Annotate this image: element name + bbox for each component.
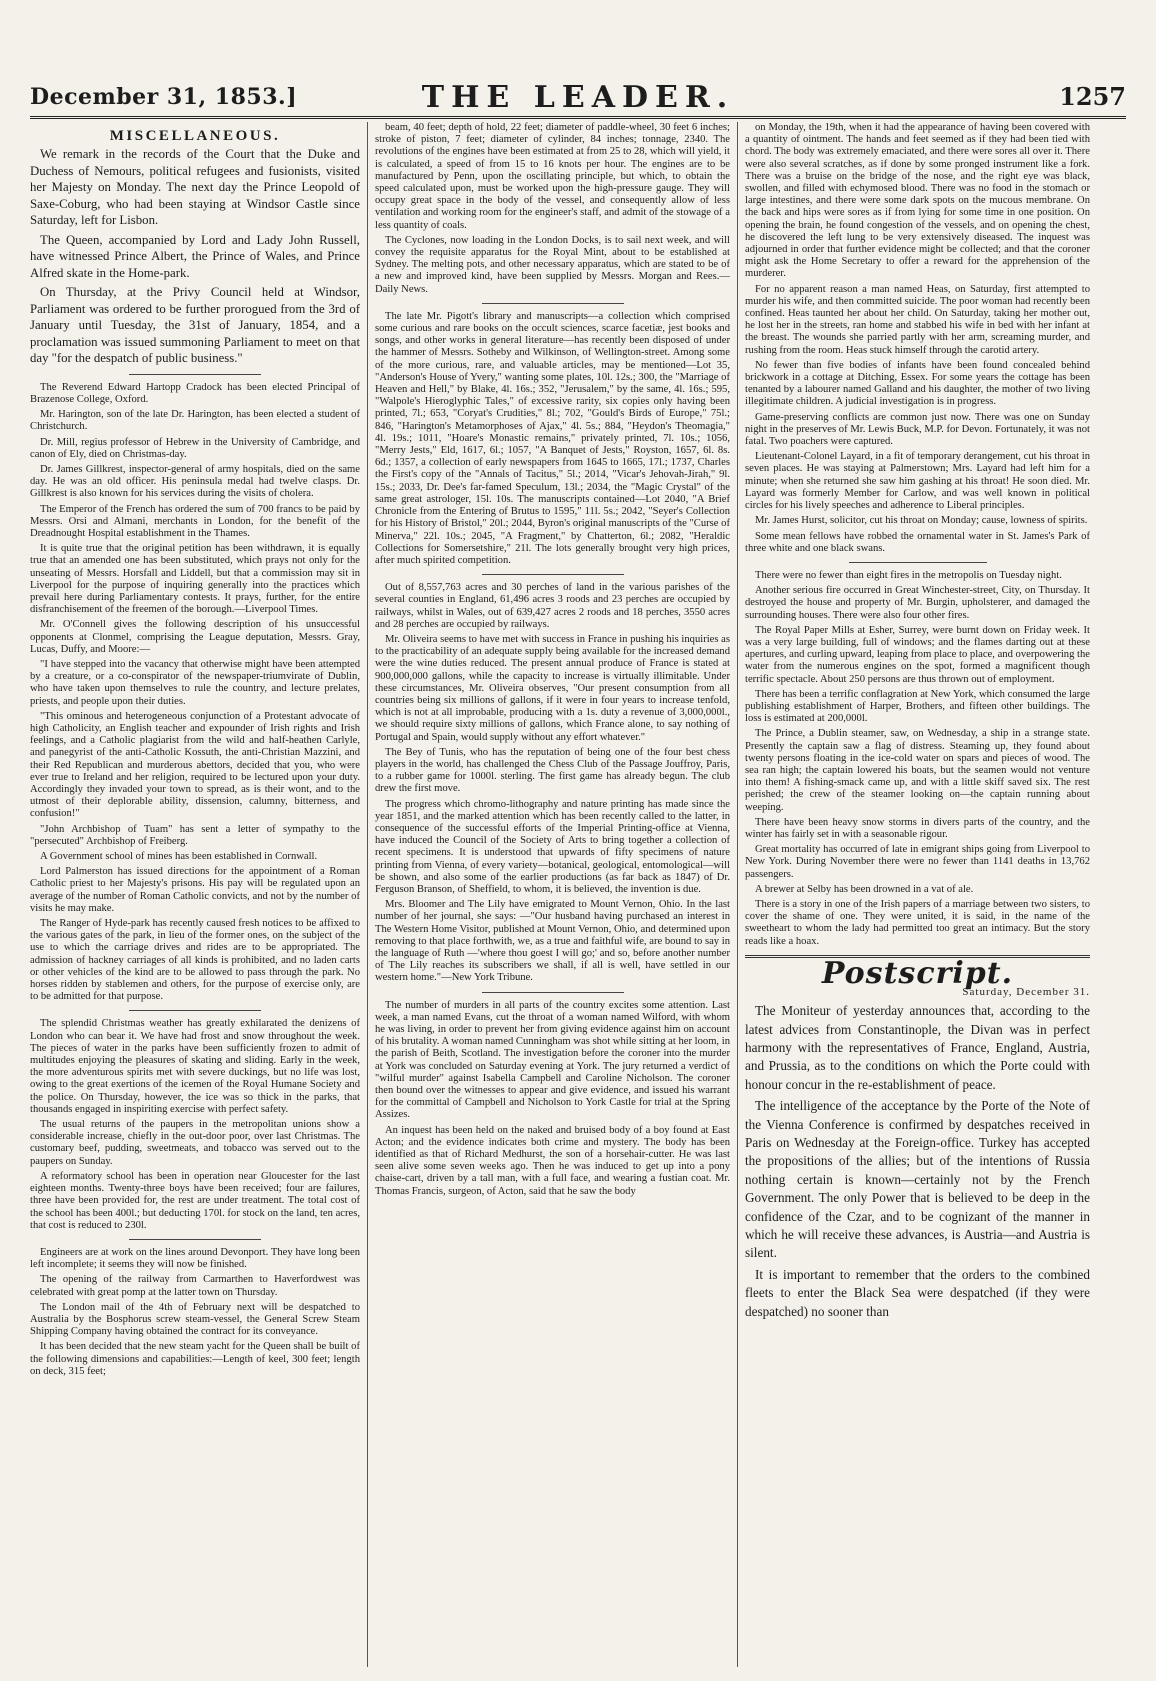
paragraph: On Thursday, at the Privy Council held at Windsor, Parliament was ordered to be further prorogued from the 3rd of January until Tuesday, the 31st of January, 1854, and a proclamation was issued summoning Parliament to meet on that day "for the despatch of public business." [30, 285, 360, 366]
paragraph: The Prince, a Dublin steamer, saw, on Wednesday, a ship in a strange state. Presently the captain saw a flag of distress. Steaming up, they found about twenty persons floating in the ice-cold water on spars and pieces of wood. The sea ran high; the captain lowered his boats, but the seamen would not venture into them! A fishing-smack came up, and with a little skiff saved six. The rest perished; the crew of the steamer looking on—the captain running about weeping. [745, 728, 1090, 813]
paragraph: There were no fewer than eight fires in the metropolis on Tuesday night. [755, 569, 1062, 581]
paragraph: No fewer than five bodies of infants have been found concealed behind brickwork in a cottage at Ditching, Essex. For some years the cottage has been tenanted by a labourer named Galland and his daughter, the mother of two living illegitimate children. A judicial investigation is in progress. [745, 359, 1090, 408]
paragraph: The usual returns of the paupers in the metropolitan unions show a considerable increase, chiefly in the out-door poor, over last Christmas. The customary beef, pudding, sweetmeats, and tobacco was served out to the paupers on Sunday. [30, 1119, 360, 1167]
article-group [745, 122, 1090, 555]
paragraph: The Bey of Tunis, who has the reputation of being one of the four best chess players in the world, has challenged the Chess Club of the Passage Jouffroy, Paris, to a rubber game for 1000l. sterling. The first game has already begun. The club drew the first move. [375, 746, 730, 795]
paragraph: Mr. O'Connell gives the following description of his unsuccessful opponents at Clonmel, comprising the League deputation, Messrs. Gray, Lucas, Duffy, and Moore:— [30, 619, 360, 655]
paragraph: Dr. James Gillkrest, inspector-general of army hospitals, died on the same day. He was an old officer. His peninsula medal had twelve clasps. Dr. Gillkrest is also known for his services during the visits of cholera. [30, 463, 360, 500]
paragraph: There has been a terrific conflagration at New York, which consumed the large publishing establishment of Harper, Brothers, and fifteen other buildings. The loss is estimated at 200,000l. [745, 688, 1090, 725]
paragraph: Game-preserving conflicts are common just now. There was one on Sunday night in the preserves of Mr. Lewis Buck, M.P. for Devon. Fortunately, it was not fatal. Two poachers were captured. [745, 411, 1090, 448]
paragraph: Dr. Mill, regius professor of Hebrew in the University of Cambridge, and canon of Ely, died on Christmas-day. [30, 436, 360, 460]
paragraph: An inquest has been held on the naked and bruised body of a boy found at East Acton; and the evidence indicates both crime and mystery. The body has been identified as that of Richard Medhurst, the son of a horsehair-cutter. He was last seen alive some seven weeks ago. Then he was induced to get up into a pony chaise-cart, driven by a tall man, with a full face, and wearing a fustian coat. Mr. Thomas Francis, surgeon, of Acton, said that he saw the body [375, 1124, 730, 1197]
column-divider [367, 122, 368, 1667]
paragraph: beam, 40 feet; depth of hold, 22 feet; diameter of paddle-wheel, 30 feet 6 inches; stroke of piston, 7 feet; diameter of cylinder, 84 inches; tonnage, 2340. The revolutions of the engines have been estimated at from 25 to 28, which will yield, it is calculated, a speed of from 15 to 16 knots per hour. The engines are to be manufactured by Penn, upon the oscillating principle, but which, to obtain the speed calculated upon, must be worked upon the high-pressure gauge. They will occupy great space in the body of the vessel, and consequently allow of less ventilation and working room for the engineer's staff, and admit of the stowage of a less quantity of coals. [375, 122, 730, 231]
paragraph: There is a story in one of the Irish papers of a marriage between two sisters, to cover the shame of one. They were united, it is said, in the name of the sweetheart to whom the lady had permitted too great an intimacy. But the story reads like a hoax. [745, 898, 1090, 947]
paragraph: Lieutenant-Colonel Layard, in a fit of temporary derangement, cut his throat in seven places. He was staying at Palmerstown; Mrs. Layard had left him for a minute; when she returned she saw him gashing at his throat! He soon died. Mr. Layard was formerly Member for Carlow, and was well known in political circles for his lively speeches and adherence to Liberal principles. [745, 451, 1090, 512]
paragraph: The intelligence of the acceptance by the Porte of the Note of the Vienna Conference is confirmed by despatches received in Paris on Wednesday at the Foreign-office. Turkey has accepted the propositions of the allies; but of the intentions of Russia nothing certain is known—certainly not by the French Government. The only Power that is believed to be deep in the confidence of the Czar, and to be cognizant of the manner in which he will receive these advances, is Austria—and Austria is silent. [745, 1098, 1090, 1261]
article-group [745, 570, 1090, 948]
divider [482, 992, 624, 993]
paragraph: The Ranger of Hyde-park has recently caused fresh notices to be affixed to the various gates of the park, in lieu of the former ones, on the subject of the use to which the carriage drives and rides are to be appropriated. The admission of hackney carriages of all kinds is prohibited, and no laden carts or other vehicles of the kind are to be allowed to pass through the park. No horses ridden by stablemen and others, for the purpose of exercise only, are to be admitted for that purpose. [30, 918, 360, 1003]
article-group [375, 122, 730, 296]
paragraph: It is quite true that the original petition has been withdrawn, it is equally true that an amended one has been substituted, which prays not only for the unseating of Messrs. Horsfall and Liddell, but that a commission may sit in Liverpool for the purpose of inquiring generally into the practices which prevail here during Parliamentary contests. It prays, further, for the entire disfranchisement of the freemen of the borough.—Liverpool Times. [30, 543, 360, 616]
paragraph: "John Archbishop of Tuam" has sent a letter of sympathy to the "persecuted" Archbishop of Freiberg. [30, 823, 360, 847]
paragraph: The Moniteur of yesterday announces that, according to the latest advices from Constantinople, the Divan was in perfect harmony with the representatives of France, England, Austria, and Prussia, as to the conditions on which the Porte could with honour concur in the re-establishment of peace. [745, 1003, 1090, 1092]
article-group [30, 1018, 360, 1231]
divider [129, 374, 261, 375]
paragraph: "I have stepped into the vacancy that otherwise might have been attempted by a creature, or a co-conspirator of the newspaper-triumvirate of Dublin, who have taken upon themselves to rule the country, and lecture prelates, priests, and people upon their duties. [30, 658, 360, 707]
divider [129, 1239, 261, 1240]
paragraph: Mrs. Bloomer and The Lily have emigrated to Mount Vernon, Ohio. In the last number of her journal, she says: —"Our husband having purchased an interest in The Western Home Visitor, published at Mount Vernon, Ohio, and determined upon removing to that place forthwith, we, as a true and faithful wife, are bound to say in the language of Ruth —'where thou goest I will go;' and so, before another number of The Lily reaches its subscribers we shall, if all is well, have settled in our western home."—New York Tribune. [375, 899, 730, 984]
paragraph: The Queen, accompanied by Lord and Lady John Russell, have witnessed Prince Albert, the Prince of Wales, and Prince Alfred skate in the Home-park. [30, 232, 360, 280]
divider [129, 1010, 261, 1011]
section-heading: MISCELLANEOUS. [109, 128, 281, 144]
paragraph: For no apparent reason a man named Heas, on Saturday, first attempted to murder his wife, and then committed suicide. The poor woman had recently been confined. Heas taunted her about her child. On Saturday, taking her mother out, he lost her in the streets, ran home and stabbed his wife in bed with her infant at the breast. The wounds she parried partly with her arm, screaming murder, and rushing from the room. Heas stuck himself through the carotid artery. [745, 283, 1090, 356]
newspaper-title: THE LEADER. [421, 80, 735, 115]
paragraph: The London mail of the 4th of February next will be despatched to Australia by the Bosphorus screw steam-vessel, the General Screw Steam Shipping Company having obtained the contract for its conveyance. [30, 1301, 360, 1338]
paragraph: The late Mr. Pigott's library and manuscripts—a collection which comprised some curious and rare books on the occult sciences, scarce facetiæ, jest books and songs, and other works in general literature—has recently been disposed of under the hammer of Messrs. Sotheby and Wilkinson, of Wellington-street. Among some of the more curious, rare, and valuable articles, may be mentioned—Lot 35, "Anderson's House of Yvery," wanting some plates, 10l. 12s.; 300, the "Marriage of Heaven and Hell," by Blake, 4l. 16s.; 352, "Jerusalem," by the same, 4l. 16s.; 595, "Walpole's Hieroglyphic Tales," of excessive rarity, six copies only having been printed, 7l.; 653, "Coryat's Crudities," 8l.; 702, "Gould's Birds of Europe," 75l.; 846, "Harington's Metamorphoses of Ajax," 4l. 5s.; 884, "Heydon's Theomagia," 4l. 19s.; 1011, "Hoare's Monastic remains," privately printed, 7l. 10s.; 1056, "Merry Jests," Eld, 1617, 6l.; 1057, "A Banquet of Jests," Royston, 1657, 6l. 8s. 6d.; 1357, a collection of early newspapers from 1645 to 1665, 17l.; 1737, Charles the First's copy of the "Annals of Tacitus," 5l.; 2014, "Vicar's Jehovah-Jirah," 9l. 15s.; 2033, Dr. Dee's far-famed Speculum, 13l.; 2034, the "Magic Crystal" of the same great astrologer, 15l. 10s. The manuscripts contained—Lot 2040, "A Brief Chronicle from the Entering of Brutus to 1595," 11l. 5s.; 2042, "Seyer's Collection for his History of Bristol," 20l.; 2044, Byron's original manuscripts of the "Curse of Minerva," 22l. 10s.; 2045, "A Fragment," by Chatterton, 6l.; 2082, "Heraldic Collections for Somersetshire," 21l. The lots generally brought very high prices, after much spirited competition. [375, 310, 730, 566]
article-group [375, 311, 730, 567]
postscript-heading: Postscript. [821, 955, 1014, 991]
masthead [30, 80, 1126, 114]
paragraph: The Royal Paper Mills at Esher, Surrey, were burnt down on Friday week. It was a very large building, full of windows; and the flames darting out at these apertures, and curling upward, leaping from place to place, and overpowering the water from the numerous engines on the spot, formed a magnificent though terrific spectacle. About 250 persons are thus thrown out of employment. [745, 624, 1090, 685]
divider [482, 303, 624, 304]
article-group [375, 582, 730, 985]
divider [482, 574, 624, 575]
column-3 [745, 122, 1090, 1667]
article-group [30, 1247, 360, 1378]
paragraph: The opening of the railway from Carmarthen to Haverfordwest was celebrated with great pomp at the latter town on Thursday. [30, 1274, 360, 1298]
column-2 [375, 122, 730, 1667]
paragraph: The Cyclones, now loading in the London Docks, is to sail next week, and will convey the requisite apparatus for the Royal Mint, about to be established at Sydney. The melting pots, and other necessary apparatus, which are stated to be of a new and improved kind, have been supplied by Messrs. Morgan and Rees.—Daily News. [375, 234, 730, 295]
postscript-body [745, 1002, 1090, 1321]
article-group [375, 1000, 730, 1198]
paragraph: Another serious fire occurred in Great Winchester-street, City, on Thursday. It destroyed the house and property of Mr. Burgin, upholsterer, and damaged the surrounding houses. There were also four other fires. [745, 585, 1090, 621]
paragraph: Out of 8,557,763 acres and 30 perches of land in the various parishes of the several counties in England, 61,496 acres 3 roods and 23 perches are occupied by railways, whilst in Wales, out of 639,427 acres 2 roods and 18 perches, 3550 acres and 28 perches are occupied by railways. [375, 582, 730, 630]
article-group [30, 382, 360, 1004]
paragraph: Mr. James Hurst, solicitor, cut his throat on Monday; cause, lowness of spirits. [755, 515, 1088, 527]
masthead-rule [30, 116, 1126, 119]
divider [849, 562, 987, 563]
paragraph: The Emperor of the French has ordered the sum of 700 francs to be paid by Messrs. Orsi and Almani, merchants in London, for the benefit of the Dreadnought Hospital establishment in the Thames. [30, 503, 360, 539]
paragraph: A Government school of mines has been established in Cornwall. [40, 851, 318, 863]
paragraph: The Reverend Edward Hartopp Cradock has been elected Principal of Brazenose College, Oxford. [30, 381, 360, 405]
paragraph: Lord Palmerston has issued directions for the appointment of a Roman Catholic priest to her Majesty's prisons. His pay will be regulated upon an average of the number of Roman Catholic convicts, and not by the number of visits he may make. [30, 866, 360, 914]
paragraph: Great mortality has occurred of late in emigrant ships going from Liverpool to New York. During November there were no fewer than 1141 deaths in 13,762 passengers. [745, 844, 1090, 880]
paragraph: The splendid Christmas weather has greatly exhilarated the denizens of London who can bear it. We have had frost and snow throughout the week. The pieces of water in the parks have been sufficiently frozen to admit of multitudes enjoying the pleasures of skating and sliding. Early in the week, the more adventurous spirits met with severe duckings, but no life was lost, owing to the great exertions of the icemen of the Royal Humane Society and the police. On Thursday, however, the ice was so thick in the parks, that thousands engaged in inspiriting exercise with perfect safety. [30, 1018, 360, 1115]
issue-date: December 31, 1853.] [30, 84, 298, 110]
column-1 [30, 122, 360, 1667]
paragraph: A brewer at Selby has been drowned in a vat of ale. [755, 883, 974, 895]
paragraph: Mr. Oliveira seems to have met with success in France in pushing his inquiries as to the practicability of an adequate supply being available for the increased demand were the wine duties reduced. The present annual produce of France is stated at 900,000,000 gallons, while the capacity to increase is virtually illimitable. Under these circumstances, Mr. Oliveira observes, "Our present consumption from all countries being six millions of gallons, if it were in four years to increase tenfold, which is not at all improbable, producing with a 1s. duty a revenue of 3,000,000l., we should require sixty millions of gallons, which France alone, to say nothing of Portugal and Spain, would supply without any effort whatever." [375, 633, 730, 743]
paragraph: It has been decided that the new steam yacht for the Queen shall be built of the following dimensions and capabilities:—Length of keel, 300 feet; length on deck, 315 feet; [30, 1341, 360, 1377]
paragraph: There have been heavy snow storms in divers parts of the country, and the winter has fairly set in with a seasonable rigour. [745, 816, 1090, 840]
paragraph: The progress which chromo-lithography and nature printing has made since the year 1851, and the marked attention which has been recently called to the latter, in consequence of the successful efforts of the Imperial Printing-office at Vienna, have induced the Council of the Society of Arts to bring together a collection of recent specimens. It is understood that upwards of fifty specimens of nature printing from Vienna, of every variety—botanical, geological, entomological—will be shown, and also some of the earlier productions (as far back as 1847) of Dr. Ferguson Branson, of Sheffield, to whom, it is believed, the invention is due. [375, 798, 730, 895]
page-number: 1257 [1059, 82, 1126, 111]
paragraph: Mr. Harington, son of the late Dr. Harington, has been elected a student of Christchurch. [30, 409, 360, 433]
paragraph: Some mean fellows have robbed the ornamental water in St. James's Park of three white and one black swans. [745, 530, 1090, 554]
paragraph: on Monday, the 19th, when it had the appearance of having been covered with a quantity of ointment. The hands and feet seemed as if they had been tied with chord. The body was extremely emaciated, and there were sores all over it. There were also several scratches, as if done by some pronged instrument like a fork. There was a bruise on the bridge of the nose, and the right eye was black, swollen, and filled with echymosed blood. There was no food in the stomach or large intestines, and there were some dark spots on the mucous membrane. On the back and hips were sores as if from lying for some time in one position. On opening the brain, he found congestion of the vessels, and on opening the chest, he discovered the left lung to be very extensively diseased. The inquest was adjourned in order that further evidence might be collected; and that the coroner might ask the Home Secretary to offer a reward for the apprehension of the murderer. [745, 122, 1090, 280]
paragraph: The number of murders in all parts of the country excites some attention. Last week, a man named Evans, cut the throat of a woman named Wilford, with whom he was living, in order to prevent her from giving evidence against him on account of his brutality. A woman named Cunningham was shot while sitting at her loom, in the parish of Beith, Scotland. The investigation before the coroner into the murder at York was concluded on Saturday evening at York. The jury returned a verdict of "wilful murder" against Isabella Campbell and Caroline Nicholson. The coroner then bound over the witnesses to appear and give evidence, and issued his warrant for the committal of Campbell and Nicholson to York Castle for trial at the Spring Assizes. [375, 999, 730, 1121]
lead-paragraphs [30, 146, 360, 367]
paragraph: A reformatory school has been in operation near Gloucester for the last eighteen months. Twenty-three boys have been received; four are failures, three have been provided for, the rest are under treatment. The total cost of the school has been 400l.; but deducting 170l. for stock on the land, ten acres, that cost is reduced to 230l. [30, 1170, 360, 1231]
paragraph: "This ominous and heterogeneous conjunction of a Protestant advocate of high Catholicity, an English teacher and expounder of Irish rights and Irish feelings, and a Catholic plagiarist from the wild and half-heathen Carlyle, and panegyrist of the anti-Catholic Kossuth, the anti-Christian Mazzini, and their Red Republican and murderous abettors, decided that you, who were ever true to Ireland and her religion, required to be lectured upon your duty. Accordingly they invaded your town to spread, as is their wont, and to the utmost of their deplorable ability, dissension, calumny, bitterness, and confusion!" [30, 710, 360, 820]
paragraph: It is important to remember that the orders to the combined fleets to enter the Black Sea were despatched (if they were despatched) no sooner than [745, 1266, 1090, 1319]
column-divider [737, 122, 738, 1667]
paragraph: We remark in the records of the Court that the Duke and Duchess of Nemours, political refugees and fusionists, visited her Majesty on Monday. The next day the Prince Leopold of Saxe-Coburg, who had been staying at Windsor Castle since Saturday, left for Lisbon. [30, 147, 360, 228]
paragraph: Engineers are at work on the lines around Devonport. They have long been left incomplete; it seems they will now be finished. [30, 1246, 360, 1271]
postscript-dateline: Saturday, December 31. [962, 986, 1090, 998]
